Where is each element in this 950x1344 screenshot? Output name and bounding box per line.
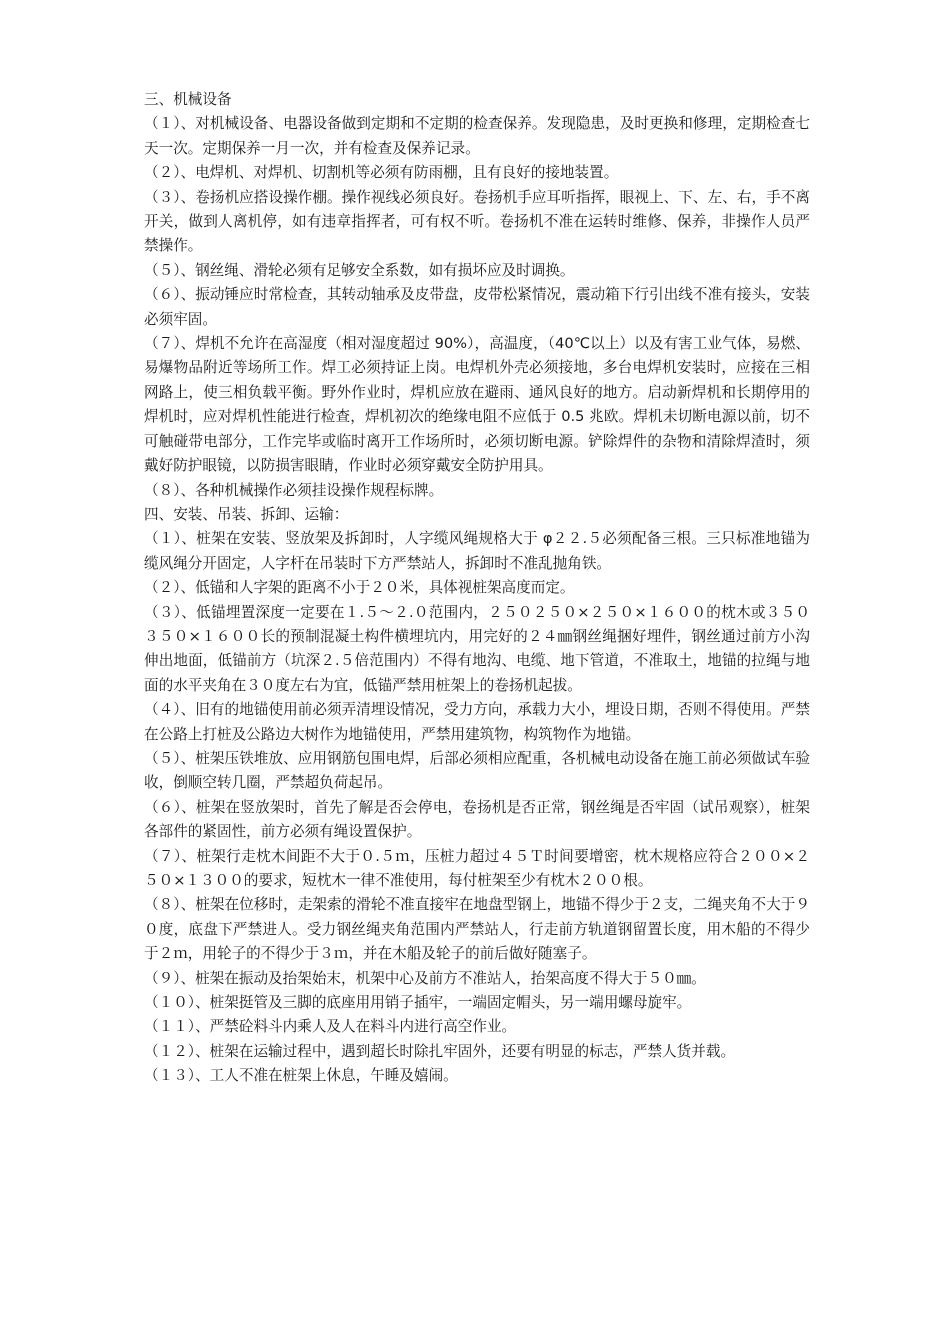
paragraph-item: （７）、桩架行走枕木间距不大于０.５ｍ，压桩力超过４５Ｔ时间要增密，枕木规格应符合２００×２５０×１３００的要求，短枕木一律不准使用，每付桩架至少有枕木２００根。 [144, 847, 810, 889]
paragraph-item: （５）、桩架压铁堆放、应用钢筋包围电焊，后部必须相应配重，各机械电动设备在施工前必须做试车验收，倒顺空转几圈，严禁超负荷起吊。 [144, 749, 810, 792]
document-body [144, 88, 810, 1089]
paragraph-item: （４）、旧有的地锚使用前必须弄清埋设情况，受力方向，承载力大小，埋设日期，否则不得使用。严禁在公路上打桩及公路边大树作为地锚使用，严禁用建筑物，构筑物作为地锚。 [144, 701, 810, 743]
section-heading-installation: 四、安装、吊装、拆卸、运输： [144, 505, 349, 523]
paragraph-item: （１２）、桩架在运输过程中，遇到超长时除扎牢固外，还要有明显的标志，严禁人货并载。 [144, 1042, 736, 1060]
paragraph-item: （９）、桩架在振动及抬架始末，机架中心及前方不准站人，抬架高度不得大于５０㎜。 [144, 969, 706, 987]
paragraph-item: （８）、各种机械操作必须挂设操作规程标牌。 [144, 481, 444, 499]
paragraph-item: （８）、桩架在位移时，走架索的滑轮不准直接牢在地盘型钢上，地锚不得少于２支，二绳夹角不大于９０度，底盘下严禁进人。受力钢丝绳夹角范围内严禁站人，行走前方轨道钢留置长度，用木船的不得少于２ｍ，用轮子的不得少于３ｍ，并在木船及轮子的前后做好随塞子。 [144, 896, 810, 963]
paragraph-item: （１）、桩架在安装、竖放架及拆卸时，人字缆风绳规格大于 φ２２.５必须配备三根。三只标准地锚为缆风绳分开固定，人字杆在吊装时下方严禁站人，拆卸时不准乱抛角铁。 [144, 530, 810, 572]
paragraph-item: （１）、对机械设备、电器设备做到定期和不定期的检查保养。发现隐患，及时更换和修理，定期检查七天一次。定期保养一月一次，并有检查及保养记录。 [144, 115, 810, 157]
paragraph-item: （６）、桩架在竖放架时，首先了解是否会停电，卷扬机是否正常，钢丝绳是否牢固（试吊观察），桩架各部件的紧固性，前方必须有绳设置保护。 [144, 798, 810, 841]
paragraph-item: （３）、低锚埋置深度一定要在１.５～２.０范围内，２５０２５０×２５０×１６００的枕木或３５０３５０×１６００长的预制混凝土构件横埋坑内，用完好的２４㎜钢丝绳捆好埋件，钢丝通过前方小沟伸出地面，低锚前方（坑深２.５倍范围内）不得有地沟、电缆、地下管道，不准取土，地锚的拉绳与地面的水平夹角在３０度左右为宜，低锚严禁用桩架上的卷扬机起拔。 [144, 603, 810, 694]
paragraph-item: （７）、焊机不允许在高湿度（相对湿度超过 90%），高温度，（40℃以上）以及有害工业气体，易燃、易爆物品附近等场所工作。焊工必须持证上岗。电焊机外壳必须接地，多台电焊机安装时，应接在三相网路上，使三相负载平衡。野外作业时，焊机应放在避雨、通风良好的地方。启动新焊机和长期停用的焊机时，应对焊机性能进行检查，焊机初次的绝缘电阻不应低于 0.5 兆欧。焊机未切断电源以前，切不可触碰带电部分，工作完毕或临时离开工作场所时，必须切断电源。铲除焊件的杂物和清除焊渣时，须戴好防护眼镜，以防损害眼睛，作业时必须穿戴安全防护用具。 [144, 335, 810, 475]
section-heading-machinery: 三、机械设备 [144, 91, 232, 108]
paragraph-item: （１１）、严禁砼料斗内乘人及人在料斗内进行高空作业。 [144, 1018, 517, 1036]
paragraph-item: （２）、低锚和人字架的距离不小于２０米，具体视桩架高度而定。 [144, 579, 575, 597]
paragraph-item: （１３）、工人不准在桩架上休息，午睡及嬉闹。 [144, 1067, 458, 1085]
paragraph-item: （２）、电焊机、对焊机、切割机等必须有防雨棚，且有良好的接地装置。 [144, 164, 619, 182]
paragraph-item: （１０）、桩架挺管及三脚的底座用用销子插牢，一端固定帽头，另一端用螺母旋牢。 [144, 994, 692, 1012]
paragraph-item: （５）、钢丝绳、滑轮必须有足够安全系数，如有损坏应及时调换。 [144, 261, 575, 279]
paragraph-item: （３）、卷扬机应搭设操作棚。操作视线必须良好。卷扬机手应耳听指挥，眼视上、下、左、右，手不离开关，做到人离机停，如有违章指挥者，可有权不听。卷扬机不准在运转时维修、保养，非操作人员严禁操作。 [144, 188, 810, 255]
paragraph-item: （６）、振动锤应时常检查，其转动轴承及皮带盘，皮带松紧情况，震动箱下行引出线不准有接头，安装必须牢固。 [144, 286, 810, 328]
